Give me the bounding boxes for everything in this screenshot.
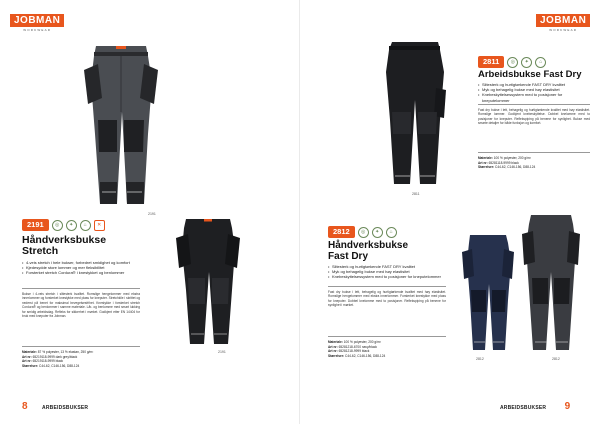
feature-list: • Slitesterk og hurtigtørkende FAST DRY kvalitet • Myk og behagelig bukse med høy elastisitet • Knebeskyttelsessystem med to posisjoner for kneputelommer bbox=[328, 264, 446, 280]
feature-list: • Slitesterk og hurtigtørkende FAST DRY kvalitet • Myk og behagelig bukse med høy elastisitet • Knebeskyttelsessystem med to posisjoner for kneputelommer bbox=[478, 82, 590, 103]
left-page: JOBMAN WORKWEAR 2191 2191 2191 ◎ ✦ ⌂ ✕ Håndverksbukse Stretch • 4-veis stretch i hele bukser, forbedret smidighet og komfort • Kjedesydde store lommer og mer fleksibilitet • Forsterket stretch Cordura® i knestykket og benlommer Bukse i 4-veis stretch i slitesterk kvalitet. Romslige hengelommer med ekstra innerlommer og forsterket knestykke med plass for kneputer. Stretchkile i skrittet og nederst på benet for maksimal bevegelsesfrihet. Knestykke i forsterket stretch Cordura® og benlommer i samme materiale. Lår- og benlomme med smart lukking for smidig arbeidsdag. Refleks for sikkerhet i mørket. Godkjent etter EN 14404 for bruk med kneputer fra Jobman. Materiale: 87 % polyester, 13 % elastan, 250 g/m² Art nr: 65219118-9999 dark grey/black Art nr: 65219118-9999 black Størrelser: C44-62, C146-156, D88-124 8 ARBEIDSBUKSER bbox=[0, 0, 300, 424]
product-2812-badges bbox=[328, 226, 397, 238]
knee-protection-icon: ✦ bbox=[521, 57, 532, 68]
divider bbox=[478, 104, 590, 105]
divider bbox=[22, 346, 140, 347]
standard-icon: ⌂ bbox=[535, 57, 546, 68]
page-footer-left bbox=[22, 396, 88, 414]
brand-logo-right: JOBMAN WORKWEAR bbox=[536, 14, 590, 32]
right-page: JOBMAN WORKWEAR 2811 2811 ◎ ✦ ⌂ Arbeidsbukse Fast Dry • Slitesterk og hurtigtørkende FAST DRY kvalitet • Myk og behagelig bukse med høy elastisitet • Knebeskyttelsessystem med to posisjoner for kneputelommer Fast dry bukse i lett, behagelig og hurtigtørkende kvalitet med høy elastisitet. Romslige lommer. Godkjent knebeskyttelse. Dobbel knelomme med to posisjoner for kneputer. Reflekspiping på benene for synlighet. Bukse med smarte detaljer for både funksjon og komfort. Materiale: 100 % polyester, 200 g/m² Art nr: 65281118-9999 black Størrelser: C44-62, C146-156, D88-124 2812 ◎ ✦ ⌂ Håndverksbukse Fast Dry • Slitesterk og hurtigtørkende FAST DRY kvalitet • Myk og behagelig bukse med høy elastisitet • Knebeskyttelsessystem med to posisjoner for kneputelommer Fast dry bukse i lett, behagelig og hurtigtørkende kvalitet med høy elastisitet. Romslige hengelommer med ekstra innerlommer. Forsterket knestykke med plass for kneputer. Dobbel knelomme med to posisjoner. Reflekspiping på benene for synlighet i mørket. Materiale: 100 % polyester, 200 g/m² Art nr: 65281218-6700 navy/black Art nr: 65281218-9999 black Størrelser: C44-62, C146-156, D88-124 2812 2812 ARBEIDSBUKSER 9 bbox=[300, 0, 600, 424]
model-number-badge: 2191 bbox=[22, 219, 49, 231]
divider bbox=[328, 286, 446, 287]
brand-logo-left: JOBMAN WORKWEAR bbox=[10, 14, 64, 32]
product-photo-2812-navy bbox=[460, 232, 516, 354]
product-title: Håndverksbukse Fast Dry bbox=[328, 240, 409, 262]
product-description: Fast dry bukse i lett, behagelig og hurtigtørkende kvalitet med høy elastisitet. Romslige lommer. Godkjent knebeskyttelse. Dobbel knelomme med to posisjoner for kneputer. Reflekspiping på benene for synlighet. Bukse med smarte detaljer for både funksjon og komfort. bbox=[478, 108, 590, 126]
product-2191-badges bbox=[22, 219, 105, 231]
page-footer-right bbox=[500, 396, 570, 414]
standard-icon: ⌂ bbox=[80, 220, 91, 231]
divider bbox=[478, 152, 590, 153]
knee-protection-icon: ✦ bbox=[372, 227, 383, 238]
divider bbox=[22, 288, 140, 289]
product-photo-grey-black bbox=[82, 42, 160, 210]
product-specs: Materiale: 87 % polyester, 13 % elastan, 250 g/m² Art nr: 65219118-9999 dark grey/black Art nr: 65219118-9999 black Størrelser: C44-62, C146-156, D88-124 bbox=[22, 350, 94, 368]
page-number: 9 bbox=[564, 401, 571, 412]
feature-list: • 4-veis stretch i hele bukser, forbedret smidighet og komfort • Kjedesydde store lommer og mer fleksibilitet • Forsterket stretch Cordura® i knestykket og benlommer bbox=[22, 260, 142, 276]
standard-icon: ⌂ bbox=[386, 227, 397, 238]
product-title: Håndverksbukse Stretch bbox=[22, 234, 107, 257]
model-number-badge: 2811 bbox=[478, 56, 504, 68]
section-title: ARBEIDSBUKSER bbox=[500, 405, 547, 411]
product-description: Bukse i 4-veis stretch i slitesterk kvalitet. Romslige hengelommer med ekstra innerlommer og forsterket knestykke med plass for kneputer. Stretchkile i skrittet og nederst på benet for maksimal bevegelsesfrihet. Knestykke i forsterket stretch Cordura® og benlommer i samme materiale. Lår- og benlomme med smart lukking for smidig arbeidsdag. Refleks for sikkerhet i mørket. Godkjent etter EN 14404 for bruk med kneputer fra Jobman. bbox=[22, 292, 140, 319]
product-photo-black bbox=[174, 216, 242, 348]
page-number: 8 bbox=[22, 401, 28, 412]
product-title: Arbeidsbukse Fast Dry bbox=[478, 69, 582, 80]
product-specs: Materiale: 100 % polyester, 200 g/m² Art nr: 65281118-9999 black Størrelser: C44-62, C146-156, D88-124 bbox=[478, 156, 536, 170]
product-specs: Materiale: 100 % polyester, 200 g/m² Art nr: 65281218-6700 navy/black Art nr: 65281218-9999 black Størrelser: C44-62, C146-156, D88-124 bbox=[328, 340, 386, 358]
product-photo-2812-black bbox=[520, 212, 582, 354]
product-photo-2811 bbox=[378, 38, 452, 188]
product-2811-badges bbox=[478, 56, 546, 68]
divider bbox=[328, 336, 446, 337]
product-description: Fast dry bukse i lett, behagelig og hurtigtørkende kvalitet med høy elastisitet. Romslige hengelommer med ekstra innerlommer. Forsterket knestykke med plass for kneputer. Dobbel knelomme med to posisjoner. Reflekspiping på benene for synlighet i mørket. bbox=[328, 290, 446, 308]
knee-protection-icon: ✦ bbox=[66, 220, 77, 231]
model-number-badge: 2812 bbox=[328, 226, 355, 238]
certification-icon: ◎ bbox=[52, 220, 63, 231]
certification-icon: ◎ bbox=[358, 227, 369, 238]
pattern-icon: ✕ bbox=[94, 220, 105, 231]
section-title: ARBEIDSBUKSER bbox=[42, 405, 89, 411]
certification-icon: ◎ bbox=[507, 57, 518, 68]
